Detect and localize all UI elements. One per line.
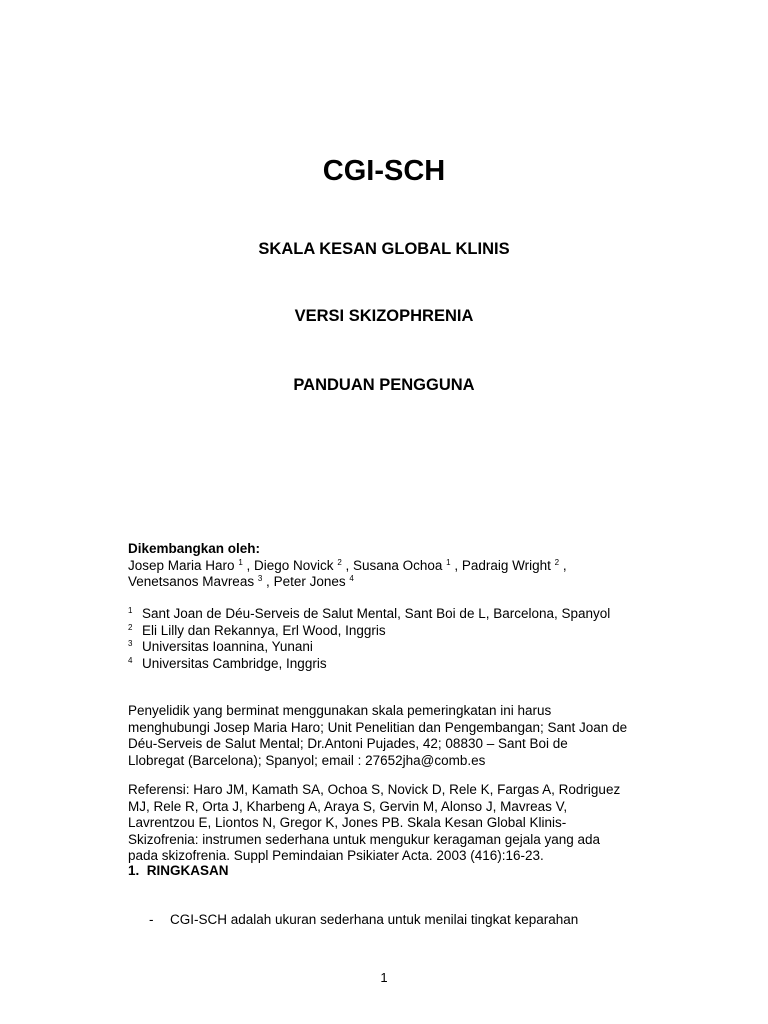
author-name: Venetsanos Mavreas — [128, 574, 255, 589]
author-affiliation-mark: 1 — [238, 557, 243, 567]
developers-block — [128, 541, 668, 591]
reference-paragraph — [128, 782, 668, 865]
affiliation-text: Sant Joan de Déu-Serveis de Salut Mental, Sant Boi de L, Barcelona, Spanyol — [142, 606, 611, 621]
affiliation-text: Eli Lilly dan Rekannya, Erl Wood, Inggris — [142, 622, 386, 638]
author-name: Susana Ochoa — [353, 557, 443, 573]
reference-line: MJ, Rele R, Orta J, Kharbeng A, Araya S, Gervin M, Alonso J, Mavreas V, — [128, 798, 568, 814]
authors-line-1: Josep Maria Haro $^1$ , Diego Novick $^2$ , Susana Ochoa $^1$ , Padraig Wright $^2$ , — [128, 557, 567, 573]
document-subtitle-scale: SKALA KESAN GLOBAL KLINIS — [258, 240, 510, 258]
page-number: 1 — [380, 970, 388, 985]
reference-line: Lavrentzou E, Liontos N, Gregor K, Jones PB. Skala Kesan Global Klinis- — [128, 815, 567, 830]
contact-line: menghubungi Josep Maria Haro; Unit Penelitian dan Pengembangan; Sant Joan de — [128, 719, 628, 735]
section-heading — [128, 863, 668, 880]
author-affiliation-mark: 1 — [446, 557, 451, 567]
author-name: Josep Maria Haro — [128, 557, 235, 573]
contact-line: Déu-Serveis de Salut Mental; Dr.Antoni Pujades, 42; 08830 – Sant Boi de — [128, 736, 568, 751]
contact-paragraph — [128, 703, 668, 769]
author-affiliation-mark: 3 — [257, 574, 263, 583]
author-name: Peter Jones — [273, 574, 346, 589]
author-affiliation-mark: 4 — [349, 574, 354, 583]
section-title: RINGKASAN — [146, 863, 229, 878]
author-affiliation-mark: 2 — [337, 557, 342, 567]
affiliation-item — [128, 653, 668, 670]
affiliation-number: 3 — [128, 639, 133, 649]
affiliation-item — [128, 620, 668, 637]
author-name: Padraig Wright — [461, 557, 551, 573]
affiliation-item — [128, 636, 668, 653]
affiliation-text: Universitas Cambridge, Inggris — [142, 656, 327, 672]
affiliation-item — [128, 603, 668, 620]
author-name: Diego Novick — [254, 557, 334, 573]
contact-line: Penyelidik yang berminat menggunakan skala pemeringkatan ini harus — [128, 703, 552, 718]
summary-bullet-list — [149, 912, 669, 929]
bullet-item — [149, 912, 669, 929]
developers-label: Dikembangkan oleh: — [128, 541, 261, 556]
bullet-dash: - — [149, 912, 154, 927]
authors-line-2: Venetsanos Mavreas $^3$ , Peter Jones $^4$ — [128, 574, 354, 589]
affiliation-number: 4 — [128, 656, 133, 666]
document-subtitle-version: VERSI SKIZOPHRENIA — [294, 307, 474, 325]
reference-line: pada skizofrenia. Suppl Pemindaian Psikiater Acta. 2003 (416):16-23. — [128, 848, 544, 863]
contact-line: Llobregat (Barcelona); Spanyol; email : 27652jha@comb.es — [128, 752, 486, 768]
reference-line: Skizofrenia: instrumen sederhana untuk mengukur keragaman gejala yang ada — [128, 831, 601, 847]
document-subtitle-guide: PANDUAN PENGGUNA — [293, 376, 475, 394]
document-title: CGI-SCH — [322, 155, 446, 187]
affiliation-text: Universitas Ioannina, Yunani — [142, 639, 313, 655]
reference-line: Referensi: Haro JM, Kamath SA, Ochoa S, Novick D, Rele K, Fargas A, Rodriguez — [128, 782, 621, 797]
section-number: 1. — [128, 863, 140, 878]
affiliations-list — [128, 603, 668, 670]
bullet-text: CGI-SCH adalah ukuran sederhana untuk menilai tingkat keparahan — [170, 912, 579, 927]
affiliation-number: 1 — [128, 606, 133, 615]
affiliation-number: 2 — [128, 622, 133, 632]
author-affiliation-mark: 2 — [554, 557, 560, 567]
